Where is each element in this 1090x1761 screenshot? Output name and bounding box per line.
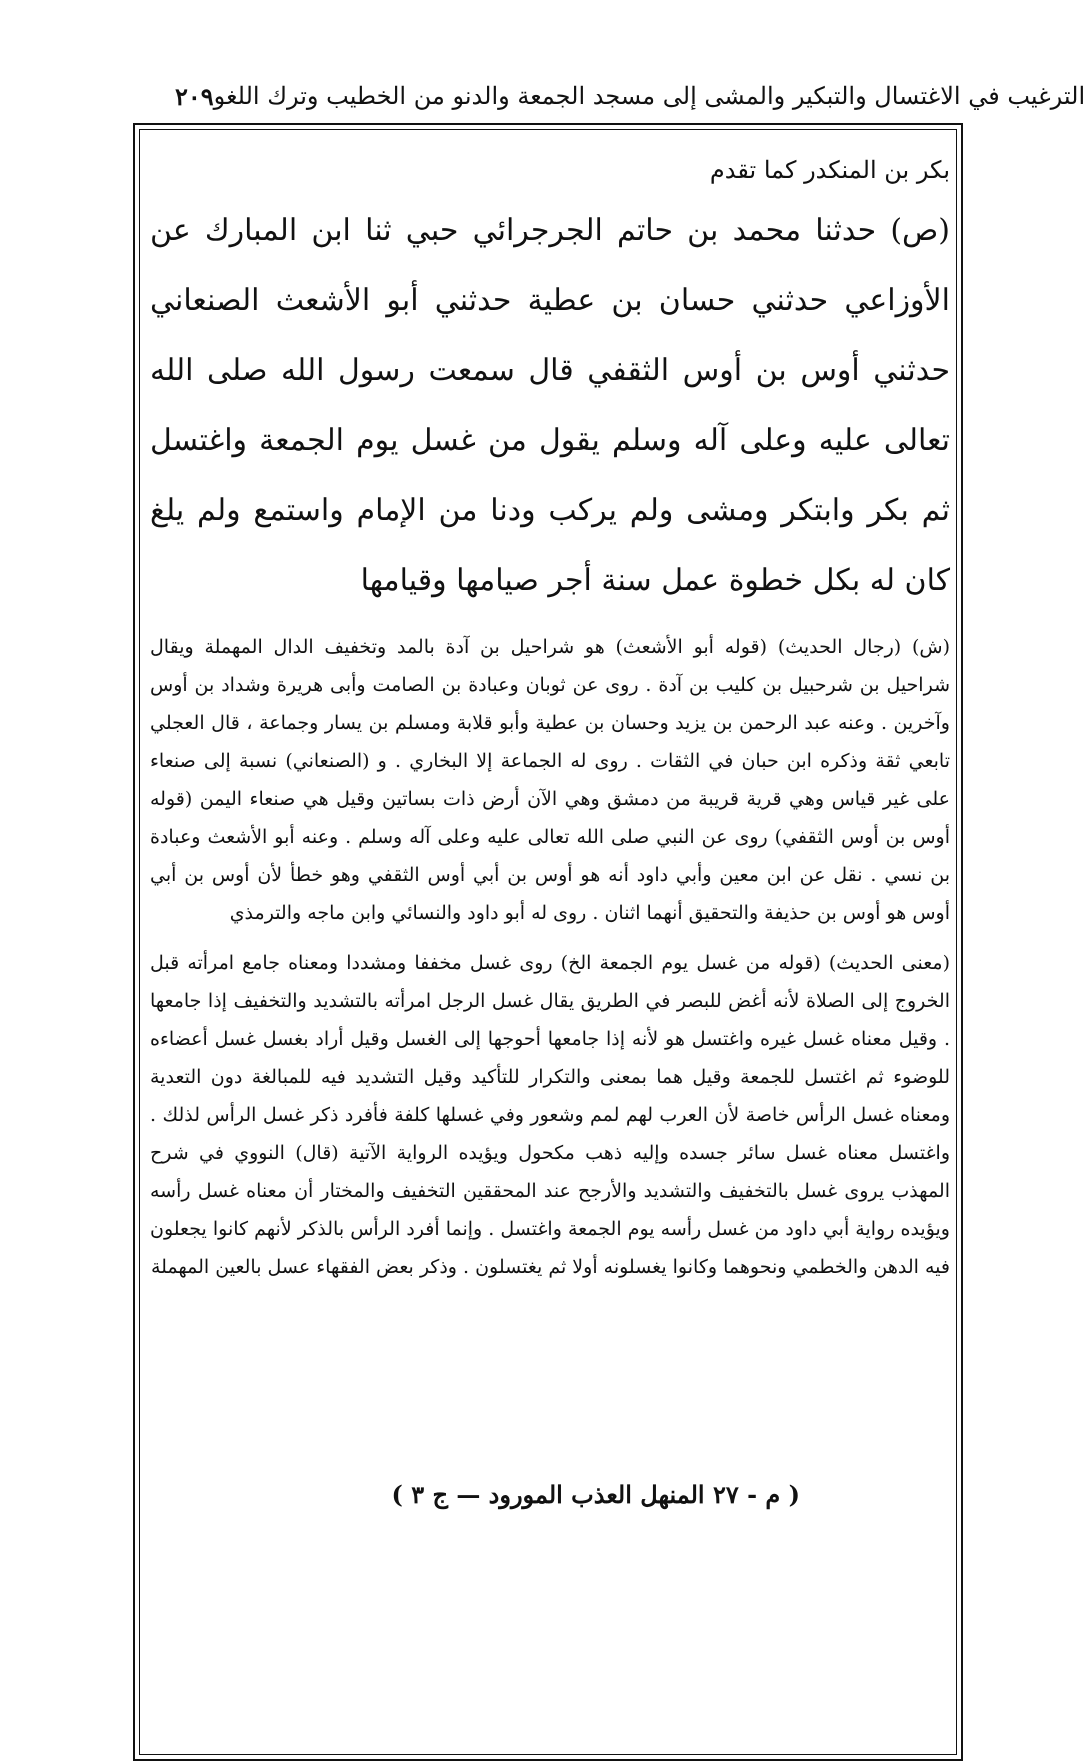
hadith-text: (ص) حدثنا محمد بن حاتم الجرجرائي حبي ثنا ابن المبارك عن الأوزاعي حدثني حسان بن عطية حدثني أبو الأشعث الصنعاني حدثني أوس بن أوس الثقفي قال سمعت رسول الله صلى الله تعالى عليه وعلى آله وسلم يقول من غسل يوم الجمعة واغتسل ثم بكر وابتكر ومشى ولم يركب ودنا من الإمام واستمع ولم يلغ كان له بكل خطوة عمل سنة أجر صيامها وقيامها	[150, 213, 950, 598]
page-footer: ( م - ٢٧ المنهل العذب المورود — ج ٣ )	[391, 1480, 800, 1509]
commentary-paragraph-narrators: (ش) (رجال الحديث) (قوله أبو الأشعث) هو شراحيل بن آدة بالمد وتخفيف الدال المهملة ويقال شراحيل بن شرحبيل بن كليب بن آدة . روى عن ثوبان وعبادة بن الصامت وأبى هريرة وشداد بن أوس وآخرين . وعنه عبد الرحمن بن يزيد وحسان بن عطية وأبو قلابة ومسلم بن يسار وجماعة ، قال العجلي تابعي ثقة وذكره ابن حبان في الثقات . روى له الجماعة إلا البخاري . و (الصنعاني) نسبة إلى صنعاء على غير قياس وهي قرية قريبة من دمشق وهي الآن أرض ذات بساتين وقيل هي صنعاء اليمن (قوله أوس بن أوس الثقفي) روى عن النبي صلى الله تعالى عليه وعلى آله وسلم . وعنه أبو الأشعث وعبادة بن نسي . نقل عن ابن معين وأبي داود أنه هو أوس بن أبي أوس الثقفي وهو خطأ لأن أوس بن أبي أوس هو أوس بن حذيفة والتحقيق أنهما اثنان . روى له أبو داود والنسائي وابن ماجه والترمذي	[150, 636, 950, 924]
running-title: الترغيب في الاغتسال والتبكير والمشى إلى مسجد الجمعة والدنو من الخطيب وترك اللغو	[213, 82, 1086, 110]
page-header	[150, 74, 1086, 118]
page-number: ٢٠٩	[175, 81, 214, 111]
page-body	[150, 150, 950, 1286]
intro-line: بكر بن المنكدر كما تقدم	[709, 156, 950, 184]
commentary-paragraph-meaning: (معنى الحديث) (قوله من غسل يوم الجمعة الخ) روى غسل مخففا ومشددا ومعناه جامع امرأته قبل الخروج إلى الصلاة لأنه أغض للبصر في الطريق يقال غسل الرجل امرأته بالتشديد والتخفيف إذا جامعها . وقيل معناه غسل غيره واغتسل هو لأنه إذا جامعها أحوجها إلى الغسل وقيل أراد بغسل غسل أعضاءه للوضوء ثم اغتسل للجمعة وقيل هما بمعنى والتكرار للتأكيد وقيل التشديد فيه للمبالغة دون التعدية ومعناه غسل الرأس خاصة لأن العرب لهم لمم وشعور وفي غسلها كلفة فأفرد ذكر غسل الرأس لذلك . واغتسل معناه غسل سائر جسده وإليه ذهب مكحول ويؤيده الرواية الآتية (قال) النووي في شرح المهذب يروى غسل بالتخفيف والتشديد والأرجح عند المحققين التخفيف والمختار أن معناه غسل رأسه ويؤيده رواية أبي داود من غسل رأسه يوم الجمعة واغتسل . وإنما أفرد الرأس بالذكر لأنهم كانوا يجعلون فيه الدهن والخطمي ونحوهما وكانوا يغسلونه أولا ثم يغتسلون . وذكر بعض الفقهاء عسل بالعين المهملة	[150, 952, 950, 1278]
